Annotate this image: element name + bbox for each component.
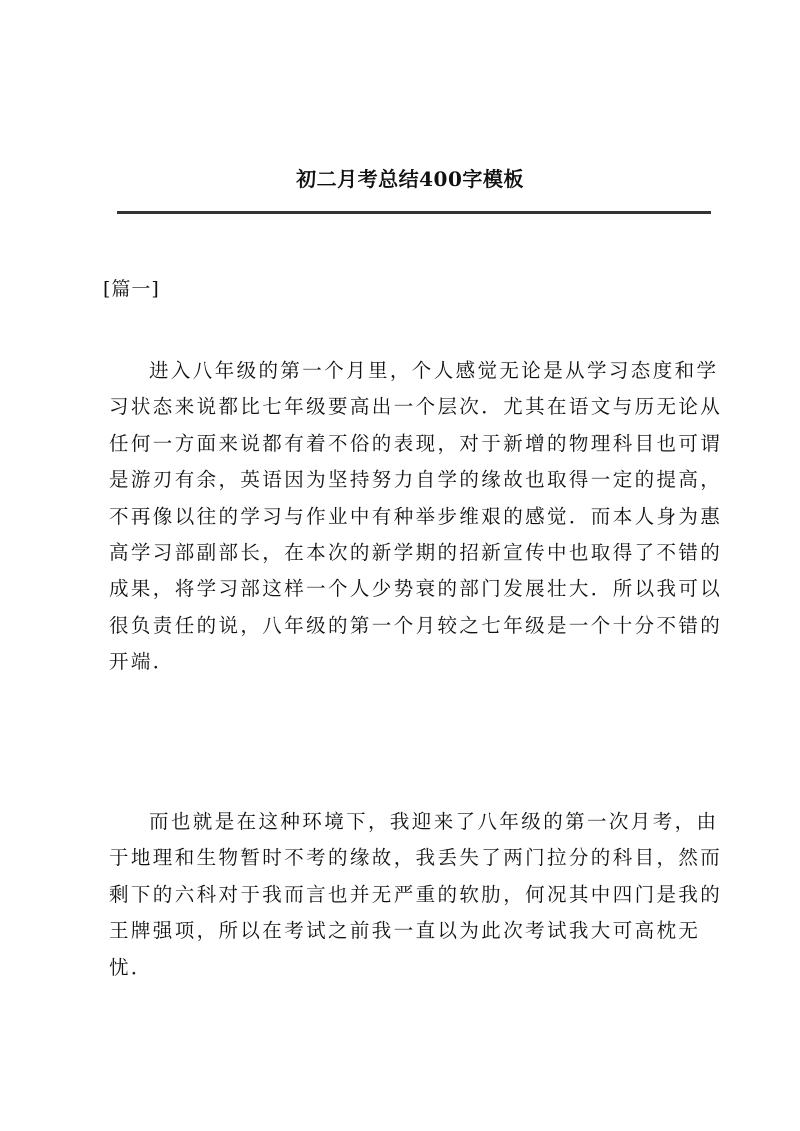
paragraph-line: 成果，将学习部这样一个人少势衰的部门发展壮大．所以我可以 bbox=[109, 577, 723, 601]
paragraph-2 bbox=[109, 804, 723, 986]
paragraph-line: 是游刃有余，英语因为坚持努力自学的缘故也取得一定的提高， bbox=[109, 468, 723, 492]
paragraph-line: 任何一方面来说都有着不俗的表现，对于新增的物理科目也可谓 bbox=[109, 431, 723, 455]
paragraph-1 bbox=[109, 353, 723, 681]
paragraph-line: 于地理和生物暂时不考的缘故，我丢失了两门拉分的科目，然而 bbox=[109, 846, 723, 870]
paragraph-line: 忧． bbox=[109, 955, 153, 979]
paragraph-line: 开端． bbox=[109, 650, 175, 674]
paragraph-line: 很负责任的说，八年级的第一个月较之七年级是一个十分不错的 bbox=[109, 613, 723, 637]
paragraph-line: 而也就是在这种环境下，我迎来了八年级的第一次月考，由 bbox=[149, 810, 719, 833]
paragraph-line: 习状态来说都比七年级要高出一个层次．尤其在语文与历无论从 bbox=[109, 395, 723, 419]
section-label: [篇一] bbox=[103, 278, 160, 300]
paragraph-line: 剩下的六科对于我而言也并无严重的软肋，何况其中四门是我的 bbox=[109, 882, 723, 906]
paragraph-line: 进入八年级的第一个月里，个人感觉无论是从学习态度和学 bbox=[149, 359, 719, 382]
document-title: 初二月考总结400字模板 bbox=[296, 167, 524, 191]
paragraph-line: 高学习部副部长，在本次的新学期的招新宣传中也取得了不错的 bbox=[109, 541, 723, 565]
paragraph-line: 王牌强项，所以在考试之前我一直以为此次考试我大可高枕无 bbox=[109, 919, 701, 943]
paragraph-line: 不再像以往的学习与作业中有种举步维艰的感觉．而本人身为惠 bbox=[109, 504, 723, 528]
title-underline bbox=[117, 211, 711, 214]
